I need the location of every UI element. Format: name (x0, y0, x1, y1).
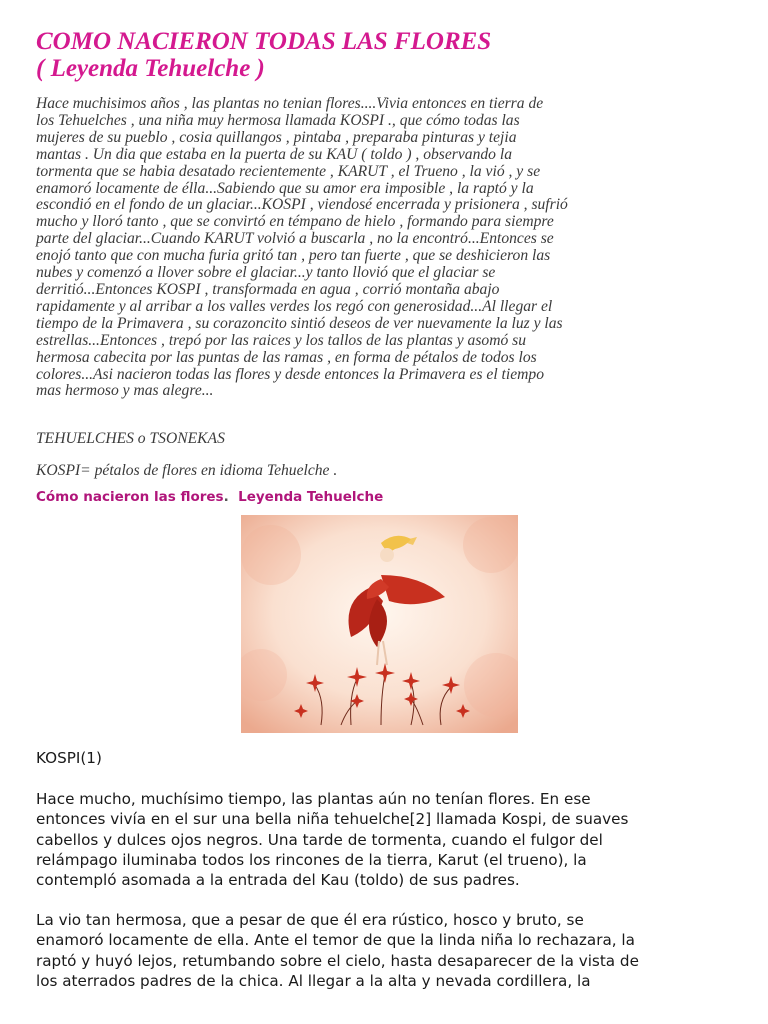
text-line: cabellos y dulces ojos negros. Una tarde de tormenta, cuando el fulgor del (36, 830, 603, 849)
legend-paragraph (36, 96, 726, 400)
tribes-line: TEHUELCHES o TSONEKAS (36, 430, 225, 448)
subheading-separator: . (223, 489, 229, 506)
text-line: enojó tanto que con mucha furia gritó tan , pero tan fuerte , que se deshicieron las (36, 247, 551, 265)
text-line: derritió...Entonces KOSPI , transformada en agua , corrió montaña abajo (36, 280, 500, 298)
text-line: los Tehuelches , una niña muy hermosa llamada KOSPI ., que cómo todas las (36, 111, 520, 129)
text-line: mantas . Un dia que estaba en la puerta de su KAU ( toldo ) , observando la (36, 145, 512, 163)
kospi-heading: KOSPI(1) (36, 749, 102, 767)
text-line: mucho y lloró tanto , que se convirtó en témpano de hielo , formando para siempre (36, 213, 554, 231)
paragraph-1 (36, 789, 628, 890)
link-leyenda-tehuelche[interactable]: Leyenda Tehuelche (238, 489, 384, 506)
text-line: enamoró locamente de ella. Ante el temor de que la linda niña lo rechazara, la (36, 931, 635, 950)
text-line: rapidamente y al arribar a los valles verdes los regó con generosidad...Al llegar el (36, 297, 553, 315)
text-line: estrellas...Entonces , trepó por las raices y los tallos de las plantas y asomó su (36, 331, 527, 349)
kospi-definition: KOSPI= pétalos de flores en idioma Tehuelche . (36, 462, 338, 480)
subheading (36, 489, 726, 505)
title-line-2: ( Leyenda Tehuelche ) (36, 55, 265, 82)
text-line: La vio tan hermosa, que a pesar de que él era rústico, hosco y bruto, se (36, 911, 584, 929)
link-como-nacieron[interactable]: Cómo nacieron las flores (36, 489, 224, 506)
text-line: tormenta que se habia desatado recientemente , KARUT , el Trueno , la vió , y se (36, 162, 541, 180)
title-line-1: COMO NACIERON TODAS LAS FLORES (36, 28, 492, 55)
text-line: escondió en el fondo de un glaciar...KOSPI , viendosé encerrada y prisionera , sufrió (36, 196, 568, 214)
text-line: colores...Asi nacieron todas las flores y desde entonces la Primavera es el tiempo (36, 365, 544, 383)
text-line: mujeres de su pueblo , cosia quillangos , pintaba , preparaba pinturas y tejia (36, 128, 517, 146)
text-line: Hace mucho, muchísimo tiempo, las plantas aún no tenían flores. En ese (36, 790, 591, 808)
text-line: mas hermoso y mas alegre... (36, 382, 214, 400)
text-line: Hace muchisimos años , las plantas no tenian flores....Vivia entonces en tierra de (36, 95, 544, 112)
text-line: relámpago iluminaba todos los rincones de la tierra, Karut (el trueno), la (36, 850, 587, 869)
text-line: raptó y huyó lejos, retumbando sobre el cielo, hasta desaparecer de la vista de (36, 951, 639, 970)
text-line: hermosa cabecita por las puntas de las ramas , en forma de pétalos de todos los (36, 348, 537, 366)
text-line: los aterrados padres de la chica. Al llegar a la alta y nevada cordillera, la (36, 971, 591, 990)
text-line: parte del glaciar...Cuando KARUT volvió a buscarla , no la encontró...Entonces se (36, 230, 554, 248)
girl-with-red-flowers-illustration (241, 515, 518, 733)
text-line: nubes y comenzó a llover sobre el glaciar...y tanto llovió que el glaciar se (36, 264, 496, 282)
text-line: contempló asomada a la entrada del Kau (toldo) de sus padres. (36, 871, 520, 890)
paragraph-2 (36, 910, 639, 991)
document-page (36, 28, 726, 505)
text-line: entonces vivía en el sur una bella niña tehuelche[2] llamada Kospi, de suaves (36, 810, 629, 829)
text-line: enamoró locamente de élla...Sabiendo que su amor era imposible , la raptó y la (36, 179, 534, 197)
text-line: tiempo de la Primavera , su corazoncito sintió deseos de ver nuevamente la luz y las (36, 314, 563, 332)
document-title (36, 28, 726, 82)
